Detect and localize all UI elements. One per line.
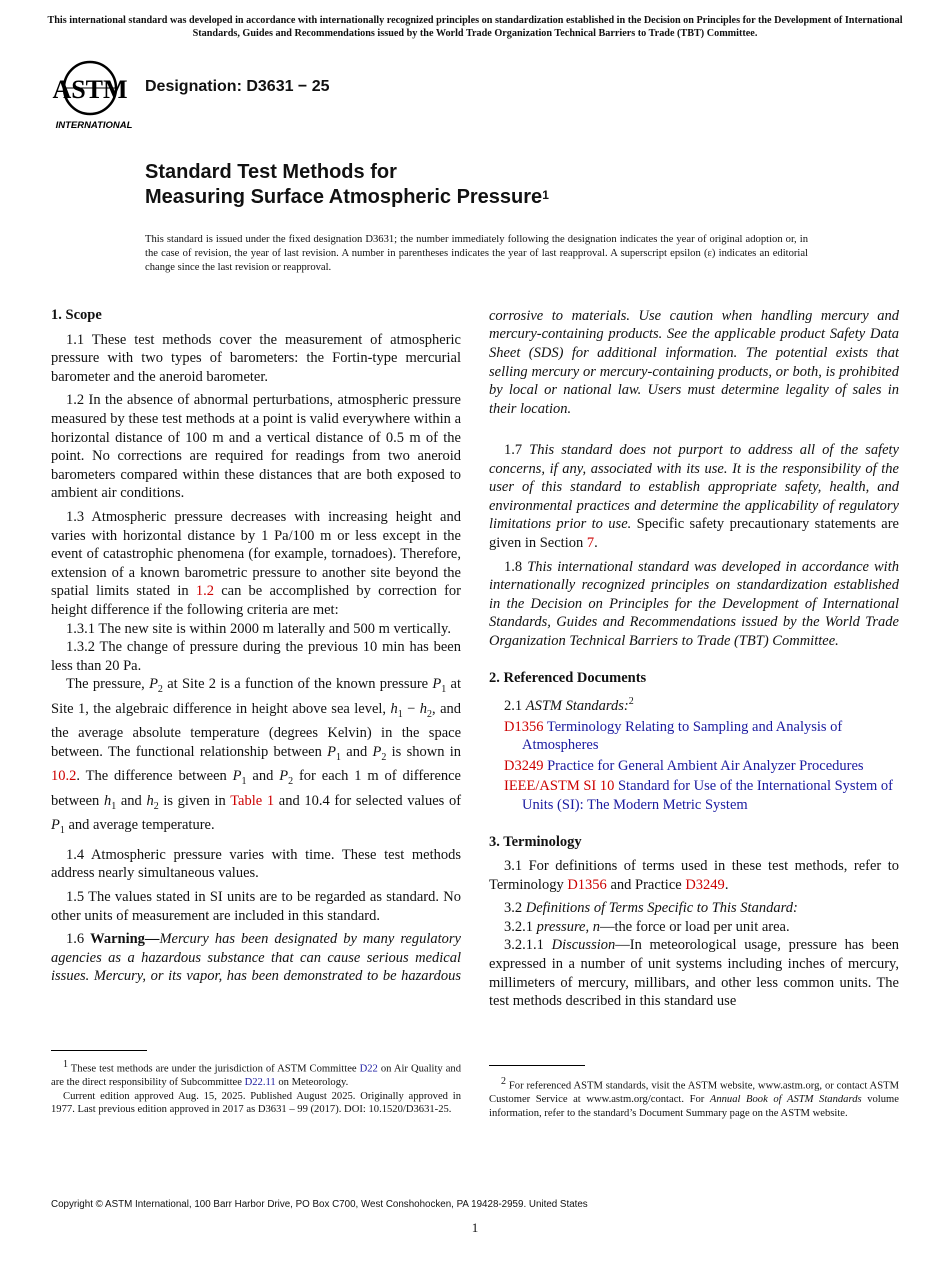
- footnote-1: $^1$ These test methods are under the jurisdiction of ASTM Committee D22 on Air Quality and are the direct responsibility of Subcommittee D22.11 on Meteorology. Current edition approved Aug. 15, 2025. Published August 2025. Originally approved in 1977. Last previous edition approved in 2017 as D3631 – 99 (2017). DOI: 10.1520/D3631-25.: [51, 1059, 461, 1116]
- ref-entry-d1356[interactable]: D1356 Terminology Relating to Sampling and Analysis of Atmospheres: [504, 718, 843, 754]
- copyright: Copyright © ASTM International, 100 Barr Harbor Drive, PO Box C700, West Conshohocken, PA 19428-2959. United States: [51, 1199, 588, 1210]
- title-footnote-mark: 1: [542, 188, 549, 202]
- title-line-1: Standard Test Methods for: [145, 161, 397, 183]
- right-column: [489, 306, 899, 1011]
- para-1-5: 1.5 The values stated in SI units are to be regarded as standard. No other units of measurement are included in this standard.: [51, 888, 461, 924]
- para-1-3-1: 1.3.1 The new site is within 2000 m laterally and 500 m vertically.: [66, 620, 451, 637]
- title-line-2: Measuring Surface Atmospheric Pressure$^1$: [145, 186, 549, 208]
- ref-entry-d3249[interactable]: D3249 Practice for General Ambient Air Analyzer Procedures: [504, 757, 864, 774]
- warning-label: Warning—: [90, 931, 160, 948]
- left-column: [51, 306, 461, 991]
- logo-letters: ASTM: [52, 75, 128, 104]
- document-title: [145, 160, 549, 210]
- link-section-7[interactable]: 7: [586, 534, 595, 551]
- para-3-2-1-1: 3.2.1.1 Discussion—In meteorological usage, pressure has been expressed in a number of unit systems including inches of mercury, millimeters of mercury, millibars, and other less common units. The test methods described in this standard use: [489, 937, 900, 1010]
- para-1-6-continued: [489, 306, 899, 436]
- link-d3249[interactable]: D3249: [685, 876, 725, 893]
- footnote-rule-right: [489, 1065, 585, 1066]
- top-notice: This international standard was developed in accordance with internationally recognized principles on standardization established in the Decision on Principles for the Development of International Standards, Guides and Recommendations issued by the World Trade Organization Technical Barriers to Trade (TBT) Committee.: [47, 15, 903, 39]
- page-number: 1: [471, 1220, 479, 1235]
- designation: Designation: D3631 − 25: [145, 78, 330, 95]
- para-1-2: 1.2 In the absence of abnormal perturbations, atmospheric pressure measured by these test methods at a point is valid everywhere within a horizontal distance of 100 m and a vertical distance of 0.5 m of the point. No corrections are required for readings from two aneroid barometers compared within these distances that are both exposed to ambient air conditions.: [51, 392, 461, 502]
- para-1-1: 1.1 These test methods cover the measurement of atmospheric pressure with two types of barometers: the Fortin-type mercurial barometer and the aneroid barometer.: [51, 331, 461, 385]
- section-2-heading: 2. Referenced Documents: [489, 669, 647, 686]
- footnote-rule-left: [51, 1050, 147, 1051]
- warning-text: Mercury has been designated by many regulatory agencies as a hazardous substance that can cause serious medical issues. Mercury, or its vapor, has been demonstrated to be hazardous: [51, 931, 461, 985]
- section-1-heading: 1. Scope: [51, 307, 102, 323]
- para-3-2-1: 3.2.1 pressure, n—the force or load per unit area.: [504, 918, 790, 935]
- issue-note: This standard is issued under the fixed designation D3631; the number immediately following the designation indicates the year of original adoption or, in the case of revision, the year of last revision. A number in parentheses indicates the year of last reapproval. A superscript epsilon (ε) indicates an editorial change since the last revision or reapproval.: [145, 234, 808, 273]
- link-10-2[interactable]: 10.2: [51, 768, 77, 785]
- link-d22[interactable]: D22: [359, 1063, 378, 1075]
- logo-text: INTERNATIONAL: [55, 120, 133, 131]
- warning-text-continued: corrosive to materials. Use caution when handling mercury and mercury-containing products. See the applicable product Safety Data Sheet (SDS) for additional information. The potential exists that selling mercury or mercury-containing products, or both, is prohibited by local or national law. Users must determine legality of sales in their location.: [489, 307, 899, 417]
- para-2-1: 2.1 ASTM Standards:$^2$: [504, 696, 634, 714]
- link-d1356[interactable]: D1356: [567, 876, 607, 893]
- link-d22-11[interactable]: D22.11: [244, 1077, 276, 1089]
- para-1-3-2: 1.3.2 The change of pressure during the previous 10 min has been less than 20 Pa.: [51, 639, 461, 674]
- para-1-7: 1.7 This standard does not purport to address all of the safety concerns, if any, associated with its use. It is the responsibility of the user of this standard to establish appropriate safety, health, and environmental practices and determine the applicability of regulatory limitations prior to use. Specific safety precautionary statements are given in Section 7.: [489, 442, 899, 551]
- para-3-2: 3.2 Definitions of Terms Specific to This Standard:: [504, 900, 798, 917]
- para-3-1: 3.1 For definitions of terms used in these test methods, refer to Terminology D1356 and Practice D3249.: [489, 858, 899, 893]
- para-1-4: 1.4 Atmospheric pressure varies with time. These test methods address nearly simultaneous values.: [51, 846, 461, 882]
- ref-entry-si10[interactable]: IEEE/ASTM SI 10 Standard for Use of the International System of Units (SI): The Modern Metric System: [504, 778, 894, 813]
- link-table-1[interactable]: Table 1: [230, 792, 275, 809]
- para-1-6: 1.6 Warning—Mercury has been designated by many regulatory agencies as a hazardous substance that can cause serious medical issues. Mercury, or its vapor, has been demonstrated to be hazardous: [51, 930, 461, 986]
- astm-logo-icon: [50, 54, 138, 134]
- link-1-2[interactable]: 1.2: [195, 583, 214, 600]
- section-3-heading: 3. Terminology: [489, 833, 582, 850]
- footnote-2: $^2$ For referenced ASTM standards, visit the ASTM website, www.astm.org, or contact ASTM Customer Service at www.astm.org/contact. For Annual Book of ASTM Standards volume information, refer to the standard’s Document Summary page on the ASTM website.: [489, 1076, 899, 1119]
- para-1-8: 1.8 This international standard was developed in accordance with internationally recognized principles on standardization established in the Decision on Principles for the Development of International Standards, Guides and Recommendations issued by the World Trade Organization Technical Barriers to Trade (TBT) Committee.: [489, 558, 899, 649]
- para-pressure: The pressure, $P_2$ at Site 2 is a function of the known pressure $P_1$ at Site 1, the algebraic difference in height above sea level, $h_1 - h_2$, and the average absolute temperature (degrees Kelvin) in the space between. The functional relationship between $P_1$ and $P_2$ is shown in 10.2. The difference between $P_1$ and $P_2$ for each 1 m of difference between $h_1$ and $h_2$ is given in Table 1 and 10.4 for selected values of $P_1$ and average temperature.: [51, 676, 462, 837]
- para-1-3: 1.3 Atmospheric pressure decreases with increasing height and varies with horizontal distance by 1 Pa/100 m or less except in the event of catastrophic phenomena (for example, tornadoes). Therefore, extension of a known barometric pressure to another site beyond the spatial limits stated in 1.2 can be accomplished by correction for height difference if the following criteria are met:: [51, 508, 461, 618]
